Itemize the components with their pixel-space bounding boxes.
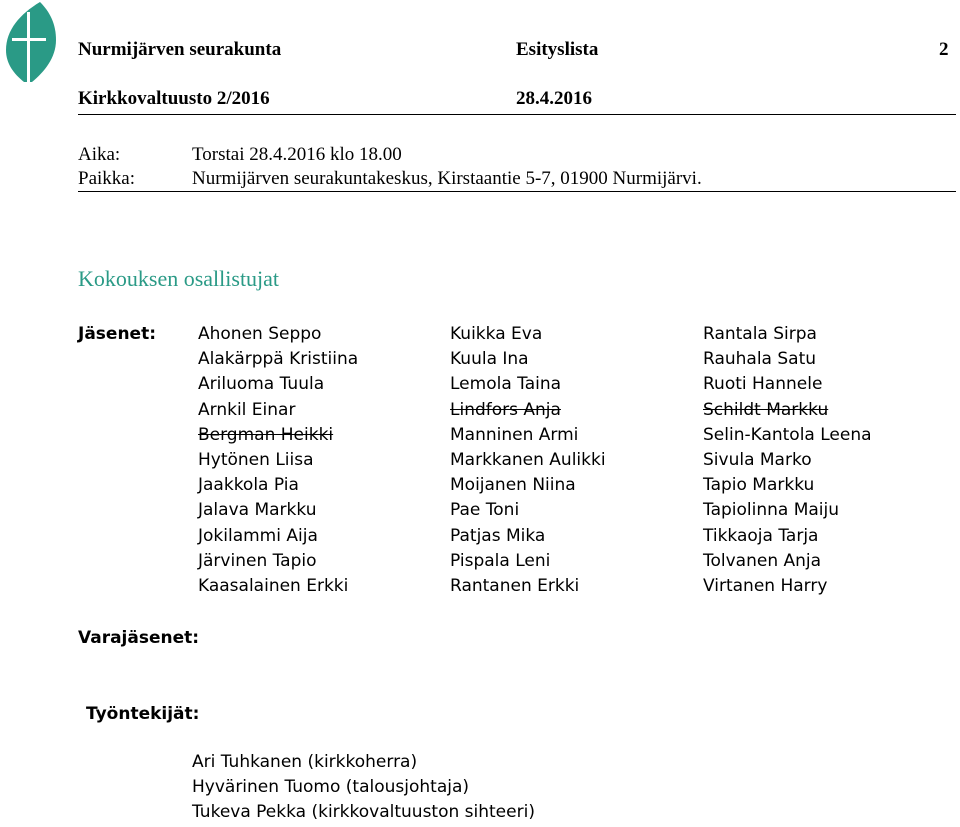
employee-item: Ari Tuhkanen (kirkkoherra) [192, 752, 418, 772]
place-value: Nurmijärven seurakuntakeskus, Kirstaantie 5-7, 01900 Nurmijärvi. [192, 168, 702, 189]
cross-leaf-icon [0, 0, 60, 84]
member-name: Jokilammi Aija [198, 525, 318, 546]
time-value: Torstai 28.4.2016 klo 18.00 [192, 144, 402, 165]
member-name: Ruoti Hannele [703, 374, 823, 395]
member-name: Schildt Markku [703, 399, 829, 420]
members-label: Jäsenet: [78, 324, 157, 344]
members-column-3 [703, 322, 872, 599]
member-name: Tolvanen Anja [703, 550, 822, 571]
meeting-date: 28.4.2016 [516, 88, 592, 109]
member-name: Pae Toni [450, 500, 520, 521]
member-name: Tapio Markku [703, 475, 815, 496]
member-name: Alakärppä Kristiina [198, 349, 359, 370]
member-name: Moijanen Niina [450, 475, 576, 496]
page-number: 2 [939, 39, 949, 60]
member-name: Virtanen Harry [703, 575, 828, 596]
member-name: Järvinen Tapio [198, 550, 317, 571]
place-label: Paikka: [78, 168, 135, 189]
member-name: Tapiolinna Maiju [703, 500, 840, 521]
deputies-label: Varajäsenet: [78, 628, 200, 648]
member-name: Pispala Leni [450, 550, 551, 571]
employees-list [192, 750, 535, 825]
members-column-1 [198, 322, 358, 599]
member-name: Selin-Kantola Leena [703, 424, 872, 445]
employees-label: Työntekijät: [86, 704, 200, 724]
member-name: Kuula Ina [450, 349, 529, 370]
member-name: Patjas Mika [450, 525, 546, 546]
member-name: Arnkil Einar [198, 399, 296, 420]
member-name: Manninen Armi [450, 424, 579, 445]
body-title: Kirkkovaltuusto 2/2016 [78, 88, 270, 109]
employee-item: Hyvärinen Tuomo (talousjohtaja) [192, 777, 470, 797]
member-name: Kaasalainen Erkki [198, 575, 349, 596]
employee-item: Tukeva Pekka (kirkkovaltuuston sihteeri) [192, 802, 535, 822]
member-name: Tikkaoja Tarja [703, 525, 819, 546]
member-name: Bergman Heikki [198, 424, 334, 445]
info-rule [78, 191, 956, 192]
member-name: Rauhala Satu [703, 349, 817, 370]
header-rule [78, 114, 956, 115]
member-name: Ahonen Seppo [198, 324, 322, 344]
member-name: Lindfors Anja [450, 399, 561, 420]
participants-title: Kokouksen osallistujat [78, 266, 280, 291]
member-name: Lemola Taina [450, 374, 562, 395]
member-name: Rantanen Erkki [450, 575, 580, 596]
member-name: Rantala Sirpa [703, 324, 817, 344]
members-column-2 [450, 322, 606, 599]
member-name: Jaakkola Pia [198, 475, 299, 496]
member-name: Hytönen Liisa [198, 449, 314, 470]
organization-name: Nurmijärven seurakunta [78, 39, 282, 60]
member-name: Ariluoma Tuula [198, 374, 325, 395]
member-name: Jalava Markku [198, 500, 317, 521]
member-name: Kuikka Eva [450, 324, 543, 344]
document-type: Esityslista [516, 39, 599, 60]
member-name: Sivula Marko [703, 449, 812, 470]
time-label: Aika: [78, 144, 121, 165]
member-name: Markkanen Aulikki [450, 449, 606, 470]
